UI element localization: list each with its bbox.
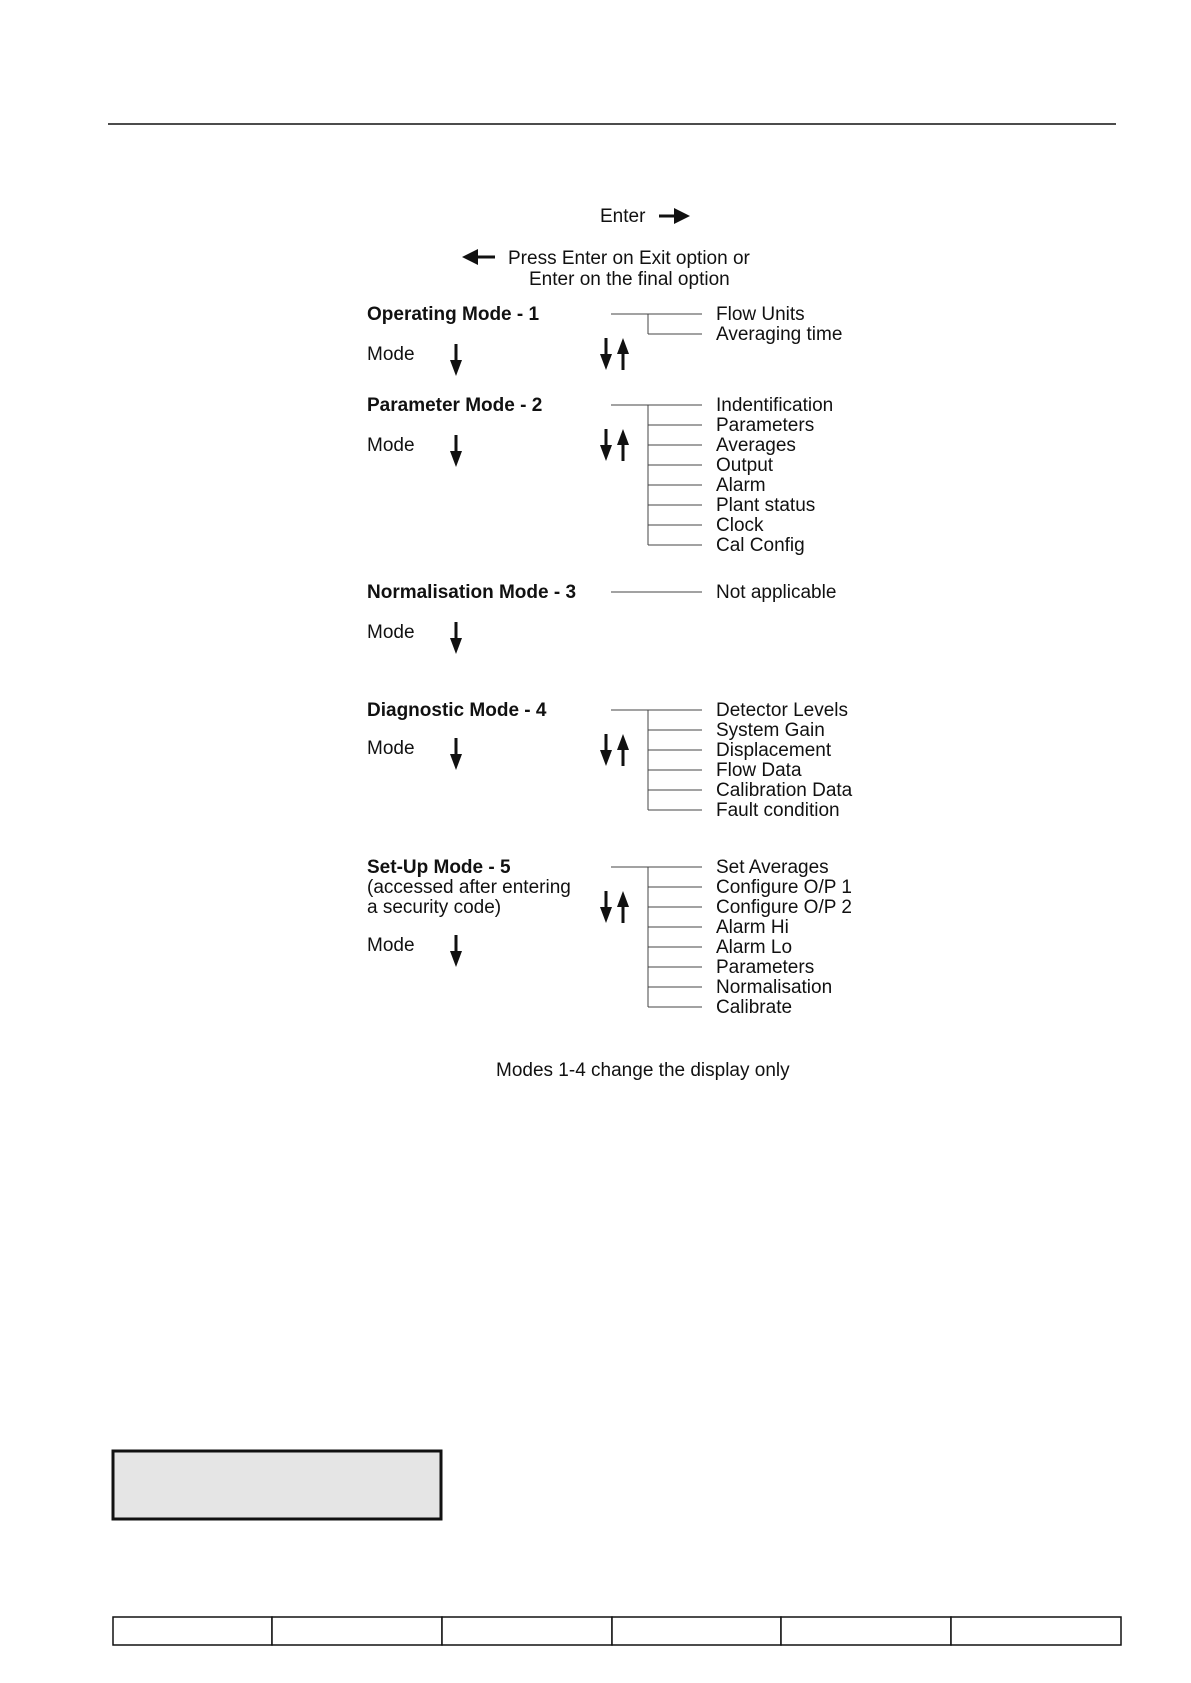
menu-option: System Gain bbox=[716, 720, 825, 741]
nav-up-arrow-icon bbox=[617, 734, 629, 766]
menu-option: Configure O/P 2 bbox=[716, 897, 852, 918]
mode-label: Mode bbox=[367, 935, 415, 956]
footer-note: Modes 1-4 change the display only bbox=[496, 1060, 790, 1081]
footer-cell bbox=[951, 1617, 1121, 1645]
footer-cell bbox=[442, 1617, 612, 1645]
menu-option: Indentification bbox=[716, 395, 834, 416]
menu-option: Flow Units bbox=[716, 304, 805, 325]
nav-down-arrow-icon bbox=[600, 891, 612, 923]
menu-option: Configure O/P 1 bbox=[716, 877, 852, 898]
menu-option: Not applicable bbox=[716, 582, 837, 603]
menu-option: Alarm bbox=[716, 475, 766, 496]
mode-down-arrow-icon bbox=[450, 344, 462, 376]
mode-down-arrow-icon bbox=[450, 738, 462, 770]
menu-option: Detector Levels bbox=[716, 700, 849, 721]
mode-group bbox=[367, 857, 852, 1018]
menu-option: Alarm Lo bbox=[716, 937, 793, 958]
menu-option: Plant status bbox=[716, 495, 816, 516]
footer-cell bbox=[612, 1617, 781, 1645]
mode-groups bbox=[367, 304, 853, 1018]
mode-group bbox=[367, 582, 836, 654]
menu-option: Fault condition bbox=[716, 800, 840, 821]
mode-label: Mode bbox=[367, 435, 415, 456]
menu-option: Averaging time bbox=[716, 324, 843, 345]
mode-note: (accessed after entering bbox=[367, 877, 571, 898]
exit-left-arrow-icon bbox=[462, 249, 495, 265]
mode-group bbox=[367, 395, 833, 556]
exit-instruction-line1: Press Enter on Exit option or bbox=[508, 248, 750, 269]
menu-option: Clock bbox=[716, 515, 764, 536]
nav-up-arrow-icon bbox=[617, 338, 629, 370]
menu-option: Displacement bbox=[716, 740, 832, 761]
mode-down-arrow-icon bbox=[450, 935, 462, 967]
mode-title: Operating Mode - 1 bbox=[367, 304, 540, 325]
gray-label-box bbox=[113, 1451, 441, 1519]
enter-label: Enter bbox=[600, 206, 646, 227]
menu-option: Set Averages bbox=[716, 857, 829, 878]
mode-group bbox=[367, 700, 853, 821]
mode-title: Normalisation Mode - 3 bbox=[367, 582, 577, 603]
menu-option: Calibrate bbox=[716, 997, 793, 1018]
exit-instruction-line2: Enter on the final option bbox=[529, 269, 730, 290]
menu-option: Averages bbox=[716, 435, 796, 456]
menu-option: Calibration Data bbox=[716, 780, 853, 801]
menu-option: Normalisation bbox=[716, 977, 833, 998]
menu-option: Parameters bbox=[716, 957, 815, 978]
menu-option: Output bbox=[716, 455, 774, 476]
nav-down-arrow-icon bbox=[600, 734, 612, 766]
menu-option: Cal Config bbox=[716, 535, 805, 556]
enter-right-arrow-icon bbox=[659, 208, 690, 224]
mode-group bbox=[367, 304, 842, 376]
mode-title: Set-Up Mode - 5 bbox=[367, 857, 511, 878]
mode-down-arrow-icon bbox=[450, 435, 462, 467]
mode-down-arrow-icon bbox=[450, 622, 462, 654]
menu-option: Flow Data bbox=[716, 760, 802, 781]
mode-title: Parameter Mode - 2 bbox=[367, 395, 543, 416]
nav-down-arrow-icon bbox=[600, 338, 612, 370]
footer-cell bbox=[781, 1617, 951, 1645]
nav-up-arrow-icon bbox=[617, 891, 629, 923]
mode-label: Mode bbox=[367, 738, 415, 759]
mode-label: Mode bbox=[367, 344, 415, 365]
nav-up-arrow-icon bbox=[617, 429, 629, 461]
mode-title: Diagnostic Mode - 4 bbox=[367, 700, 547, 721]
menu-option: Alarm Hi bbox=[716, 917, 789, 938]
footer-cell bbox=[113, 1617, 272, 1645]
mode-note: a security code) bbox=[367, 897, 502, 918]
nav-down-arrow-icon bbox=[600, 429, 612, 461]
footer-table bbox=[113, 1617, 1121, 1645]
footer-cell bbox=[272, 1617, 442, 1645]
mode-label: Mode bbox=[367, 622, 415, 643]
menu-option: Parameters bbox=[716, 415, 815, 436]
